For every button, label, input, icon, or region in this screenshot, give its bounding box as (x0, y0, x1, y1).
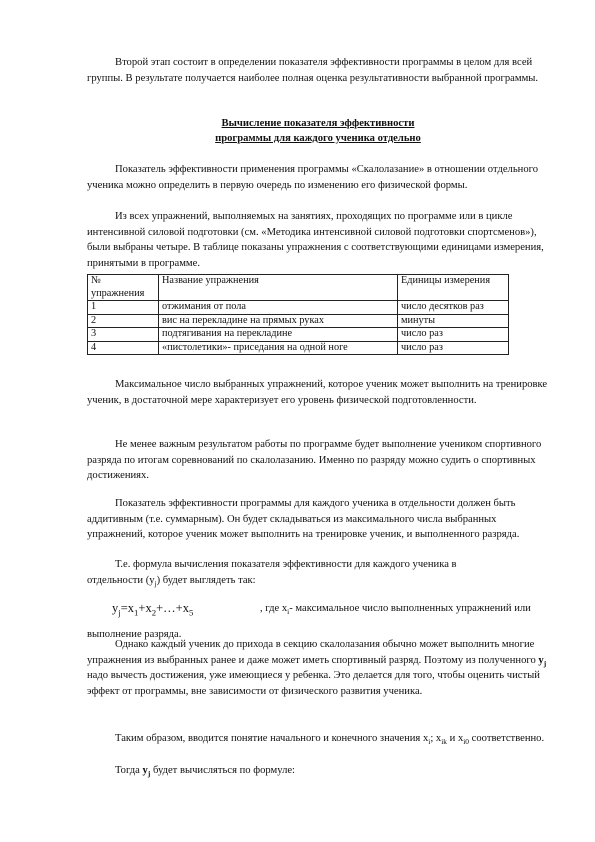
yj-symbol (538, 655, 546, 666)
formula-sub5: 5 (188, 607, 194, 618)
formula-sub2: 2 (151, 607, 157, 618)
cell-number: 1 (88, 301, 159, 315)
formula-intro-text-b: ) будет выглядеть так: (156, 574, 256, 586)
yj-y: y (538, 654, 544, 666)
xi0-symbol: и x (446, 733, 464, 744)
xi0-sub: i0 (463, 737, 470, 747)
formula-plus2: + (156, 601, 164, 615)
table-row (88, 314, 509, 328)
formula-x5: x (182, 601, 189, 615)
formula-eq: = (120, 601, 128, 615)
paragraph-initial-achievements (87, 637, 549, 699)
paragraph-then-formula (87, 763, 549, 779)
yj2-j: j (147, 769, 151, 779)
paragraph-sport-rank: Не менее важным результатом работы по программе будет выполнение учеником спортивного разряда по итогам соревнований по скалолазанию. Именно по разряду можно судить о спортивных достижениях. (87, 439, 542, 482)
cell-number: 4 (88, 341, 159, 355)
xi-sub: i (428, 737, 431, 747)
exercise-table (87, 274, 509, 355)
paragraph-group-evaluation: Второй этап состоит в определении показателя эффективности программы в целом для всей группы. В результате получается наиболее полная оценка результативности выбранной программы. (87, 57, 539, 84)
formula-intro-text-a: отдельности (y (87, 574, 155, 586)
table-row (88, 341, 509, 355)
yj-symbol-2 (142, 765, 151, 779)
formula-sub1: 1 (134, 607, 139, 618)
formula-description (260, 601, 550, 617)
paragraph-exercise-selection: Из всех упражнений, выполняемых на занятиях, проходящих по программе или в цикле интенсивной силовой подготовки (см. «Методика интенсивной силовой подготовки спортсменов»), были выбраны четыре. В таблице показаны упражнения с соответствующими единицами измерения, принятыми в программе. (87, 211, 544, 269)
formula-expression (112, 601, 194, 618)
cell-unit: минуты (398, 314, 509, 328)
table-header-row (88, 275, 509, 301)
then-text-a: Тогда (115, 765, 140, 776)
section-heading (87, 117, 549, 146)
formula-y: y (112, 601, 119, 615)
then-text-b: будет вычисляться по формуле: (152, 765, 295, 776)
paragraph-additive: Показатель эффективности программы для каждого ученика в отдельности должен быть аддитивным (т.е. суммарным). Он будет складываться из максимального числа выбранных упражнений, которое ученик может выполнить на тренировке ученик, и выполненного разряда. (87, 498, 520, 541)
cell-number: 2 (88, 314, 159, 328)
xik-symbol: ; x (430, 733, 442, 744)
paragraph-efficiency-indicator: Показатель эффективности применения программы «Скалолазание» в отношении отдельного ученика можно определить в первую очередь по изменению его физической формы. (87, 164, 539, 191)
formula-desc-sub: i (287, 607, 290, 617)
formula-plus1: + (138, 601, 146, 615)
formula-intro-line-2 (87, 573, 549, 589)
formula-desc-a: , где x (260, 603, 288, 614)
formula-dots: … (163, 601, 176, 615)
header-units: Единицы измерения (398, 275, 509, 301)
heading-line-2: программы для каждого ученика отдельно (215, 132, 421, 144)
xik-sub: ik (441, 737, 447, 747)
yj-j: j (543, 658, 547, 668)
table-row (88, 301, 509, 315)
formula-j: j (118, 607, 121, 618)
paragraph-formula-intro (87, 557, 549, 588)
formula-x2: x (145, 601, 152, 615)
yj2-y: y (142, 765, 148, 776)
cell-unit: число десятков раз (398, 301, 509, 315)
heading-line-1: Вычисление показателя эффективности (221, 118, 415, 129)
cell-exercise: отжимания от пола (159, 301, 398, 315)
table-row (88, 328, 509, 342)
initial-achievements-text-a: Однако каждый ученик до прихода в секцию скалолазания обычно может выполнить многие упражнения из выбранных ранее и даже может иметь спортивный разряд. Поэтому из полученного (87, 639, 536, 666)
formula-intro-sub: j (154, 578, 157, 588)
cell-unit: число раз (398, 328, 509, 342)
paragraph-rank-completion: выполнение разряда. (87, 629, 182, 640)
cell-exercise: «пистолетики»- приседания на одной ноге (159, 341, 398, 355)
formula-desc-b: - максимальное число выполненных упражнений или (289, 603, 531, 614)
formula-plus3: + (175, 601, 183, 615)
formula-intro-line-1: Т.е. формула вычисления показателя эффективности для каждого ученика в (115, 559, 457, 570)
cell-number: 3 (88, 328, 159, 342)
initial-achievements-text-b: надо вычесть достижения, уже имеющиеся у ребенка. Это делается для того, чтобы оценить чистый эффект от программы, вне зависимости от физического развития ученика. (87, 670, 540, 697)
formula-sum (112, 600, 531, 618)
cell-exercise: подтягивания на перекладине (159, 328, 398, 342)
initial-final-text-a: Таким образом, вводится понятие начального и конечного значения (115, 733, 421, 744)
cell-unit: число раз (398, 341, 509, 355)
initial-final-text-b: соответственно. (471, 733, 545, 744)
cell-exercise: вис на перекладине на прямых руках (159, 314, 398, 328)
header-number: № упражнения (88, 275, 159, 301)
paragraph-initial-final-values (87, 731, 549, 747)
header-exercise-name: Название упражнения (159, 275, 398, 301)
xi-symbol: x (422, 733, 429, 744)
paragraph-max-exercises: Максимальное число выбранных упражнений, которое ученик может выполнить на тренировке ученик, в достаточной мере характеризует его уровень физической подготовленности. (87, 379, 548, 406)
formula-x1: x (127, 601, 134, 615)
